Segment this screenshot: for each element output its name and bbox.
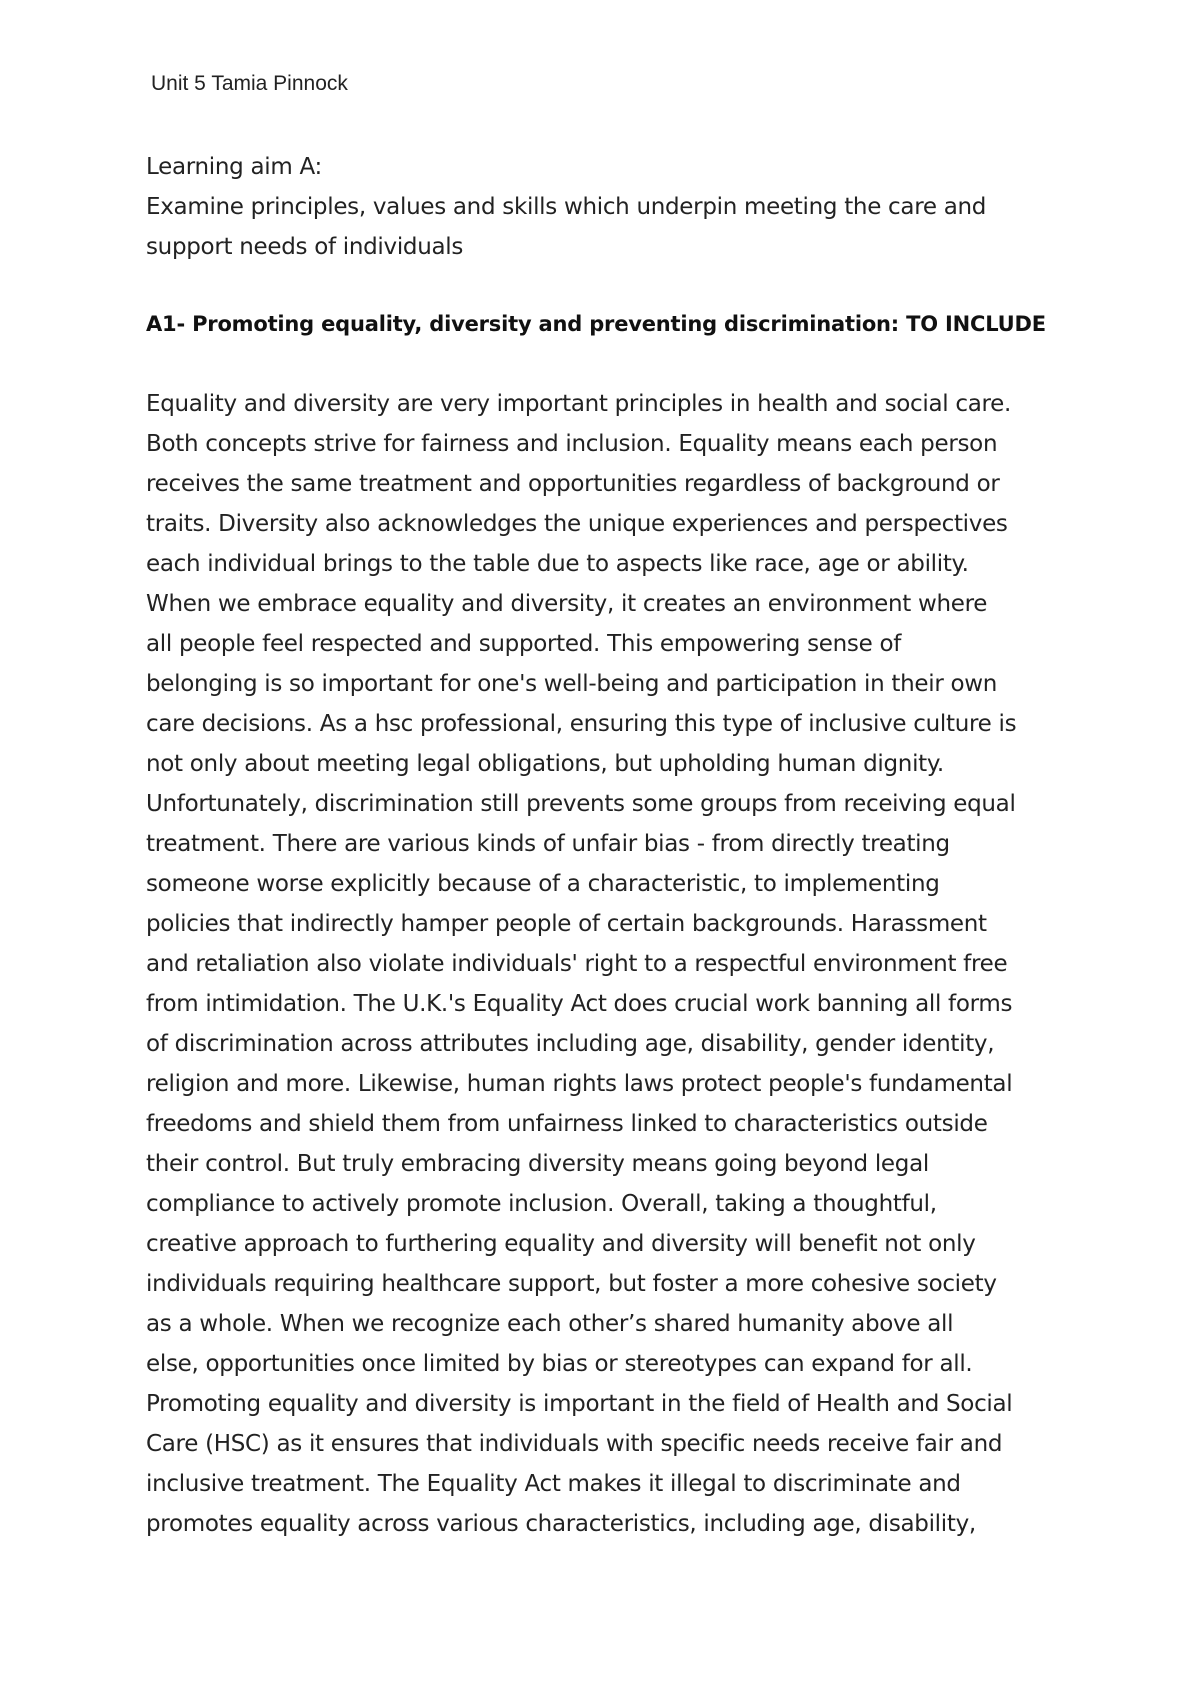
body-line: Care (HSC) as it ensures that individuals with specific needs receive fair and [146,1431,1003,1457]
body-line: compliance to actively promote inclusion. Overall, taking a thoughtful, [146,1191,937,1217]
learning-aim-title: Learning aim A: [146,154,322,180]
body-line: their control. But truly embracing diversity means going beyond legal [146,1151,929,1177]
body-line: inclusive treatment. The Equality Act makes it illegal to discriminate and [146,1471,961,1497]
learning-aim-description-line: support needs of individuals [146,234,464,260]
body-line: creative approach to furthering equality and diversity will benefit not only [146,1231,976,1257]
body-line: religion and more. Likewise, human rights laws protect people's fundamental [146,1071,1013,1097]
body-line: Equality and diversity are very important principles in health and social care. [146,391,1012,417]
body-line: from intimidation. The U.K.'s Equality Act does crucial work banning all forms [146,991,1013,1017]
body-line: not only about meeting legal obligations, but upholding human dignity. [146,751,944,777]
body-line: individuals requiring healthcare support, but foster a more cohesive society [146,1271,997,1297]
body-line: belonging is so important for one's well-being and participation in their own [146,671,998,697]
body-line: each individual brings to the table due to aspects like race, age or ability. [146,551,969,577]
body-line: promotes equality across various characteristics, including age, disability, [146,1511,976,1537]
body-line: Both concepts strive for fairness and inclusion. Equality means each person [146,431,998,457]
body-line: else, opportunities once limited by bias or stereotypes can expand for all. [146,1351,973,1377]
document-header: Unit 5 Tamia Pinnock [151,72,348,95]
body-line: of discrimination across attributes including age, disability, gender identity, [146,1031,995,1057]
learning-aim [146,147,1076,267]
body-line: treatment. There are various kinds of unfair bias - from directly treating [146,831,950,857]
body-line: someone worse explicitly because of a characteristic, to implementing [146,871,940,897]
body-line: and retaliation also violate individuals' right to a respectful environment free [146,951,1008,977]
body-line: Unfortunately, discrimination still prevents some groups from receiving equal [146,791,1016,817]
body-paragraph [146,384,1076,1544]
body-line: Promoting equality and diversity is important in the field of Health and Social [146,1391,1013,1417]
body-line: as a whole. When we recognize each other’s shared humanity above all [146,1311,954,1337]
body-line: care decisions. As a hsc professional, ensuring this type of inclusive culture is [146,711,1017,737]
learning-aim-description-line: Examine principles, values and skills which underpin meeting the care and [146,194,987,220]
section-heading: A1- Promoting equality, diversity and preventing discrimination: TO INCLUDE [146,312,1046,336]
body-line: traits. Diversity also acknowledges the unique experiences and perspectives [146,511,1008,537]
body-line: When we embrace equality and diversity, it creates an environment where [146,591,988,617]
body-line: freedoms and shield them from unfairness linked to characteristics outside [146,1111,988,1137]
body-line: all people feel respected and supported. This empowering sense of [146,631,902,657]
body-line: receives the same treatment and opportunities regardless of background or [146,471,1000,497]
body-line: policies that indirectly hamper people of certain backgrounds. Harassment [146,911,987,937]
